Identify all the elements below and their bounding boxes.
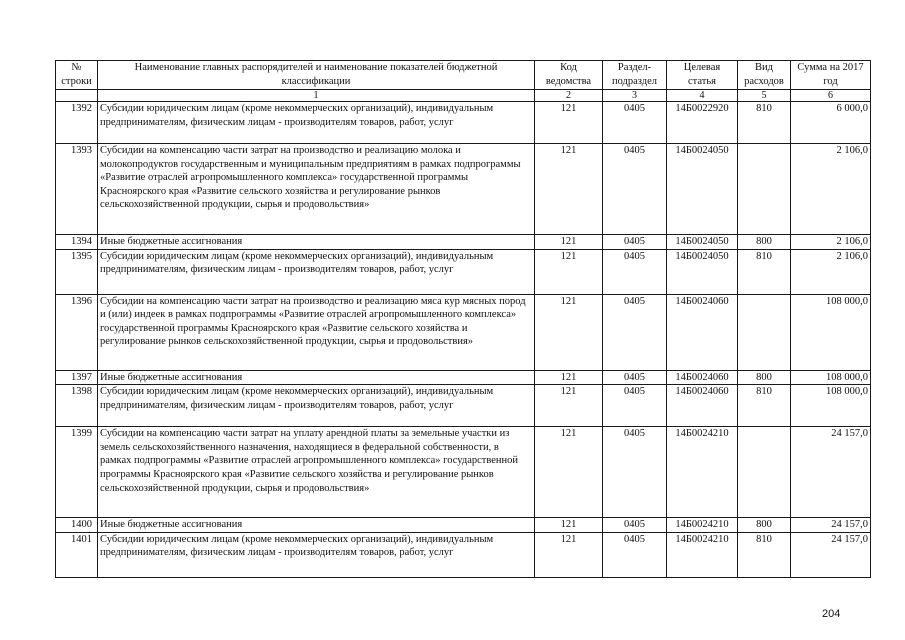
row-sum: 108 000,0 — [791, 294, 871, 370]
row-section: 0405 — [603, 249, 667, 294]
column-number: 5 — [738, 90, 791, 102]
table-row — [56, 235, 871, 250]
column-number: 4 — [667, 90, 738, 102]
row-expense-type: 800 — [738, 518, 791, 533]
row-section: 0405 — [603, 532, 667, 577]
row-name: Субсидии на компенсацию части затрат на производство и реализацию молока и молокопродуктов государственным и муниципальным предприятиям в рамках подпрограммы «Развитие отраслей агропромышленного комплекса» государственной программы Красноярского края «Развитие сельского хозяйства и регулирование рынков сельскохозяйственной продукции, сырья и продовольствия» — [98, 144, 535, 235]
row-number: 1398 — [56, 385, 98, 427]
column-number: 6 — [791, 90, 871, 102]
table-row — [56, 427, 871, 518]
header-department-code: Код ведомства — [535, 61, 603, 90]
table-row — [56, 518, 871, 533]
row-department-code: 121 — [535, 235, 603, 250]
budget-table — [55, 60, 871, 578]
column-number-row — [56, 90, 871, 102]
row-department-code: 121 — [535, 102, 603, 144]
header-name: Наименование главных распорядителей и наименование показателей бюджетной классификации — [98, 61, 535, 90]
column-number: 3 — [603, 90, 667, 102]
row-number: 1400 — [56, 518, 98, 533]
table-header-row — [56, 61, 871, 90]
row-name: Субсидии юридическим лицам (кроме некоммерческих организаций), индивидуальным предпринимателям, физическим лицам - производителям товаров, работ, услуг — [98, 249, 535, 294]
row-sum: 2 106,0 — [791, 144, 871, 235]
table-row — [56, 294, 871, 370]
row-name: Субсидии юридическим лицам (кроме некоммерческих организаций), индивидуальным предпринимателям, физическим лицам - производителям товаров, работ, услуг — [98, 102, 535, 144]
row-number: 1399 — [56, 427, 98, 518]
row-target-article: 14Б0024210 — [667, 532, 738, 577]
row-name: Иные бюджетные ассигнования — [98, 370, 535, 385]
row-target-article: 14Б0022920 — [667, 102, 738, 144]
row-section: 0405 — [603, 235, 667, 250]
row-target-article: 14Б0024210 — [667, 427, 738, 518]
column-number: 1 — [98, 90, 535, 102]
row-number: 1401 — [56, 532, 98, 577]
header-expense-type: Вид расходов — [738, 61, 791, 90]
row-section: 0405 — [603, 427, 667, 518]
row-sum: 6 000,0 — [791, 102, 871, 144]
row-section: 0405 — [603, 385, 667, 427]
row-section: 0405 — [603, 370, 667, 385]
row-expense-type — [738, 144, 791, 235]
row-sum: 2 106,0 — [791, 235, 871, 250]
row-name: Иные бюджетные ассигнования — [98, 235, 535, 250]
row-sum: 24 157,0 — [791, 532, 871, 577]
table-row — [56, 249, 871, 294]
row-expense-type: 810 — [738, 102, 791, 144]
row-target-article: 14Б0024210 — [667, 518, 738, 533]
row-expense-type — [738, 294, 791, 370]
row-department-code: 121 — [535, 294, 603, 370]
row-section: 0405 — [603, 144, 667, 235]
header-sum: Сумма на 2017 год — [791, 61, 871, 90]
table-row — [56, 102, 871, 144]
row-section: 0405 — [603, 102, 667, 144]
row-section: 0405 — [603, 518, 667, 533]
row-target-article: 14Б0024060 — [667, 370, 738, 385]
row-section: 0405 — [603, 294, 667, 370]
row-sum: 108 000,0 — [791, 370, 871, 385]
row-number: 1396 — [56, 294, 98, 370]
row-department-code: 121 — [535, 385, 603, 427]
row-target-article: 14Б0024060 — [667, 385, 738, 427]
row-name: Субсидии юридическим лицам (кроме некоммерческих организаций), индивидуальным предпринимателям, физическим лицам - производителям товаров, работ, услуг — [98, 385, 535, 427]
row-sum: 2 106,0 — [791, 249, 871, 294]
row-expense-type: 810 — [738, 532, 791, 577]
row-name: Субсидии на компенсацию части затрат на производство и реализацию мяса кур мясных пород и (или) индеек в рамках подпрограммы «Развитие отраслей агропромышленного комплекса» государственной программы Красноярского края «Развитие сельского хозяйства и регулирование рынков сельскохозяйственной продукции, сырья и продовольствия» — [98, 294, 535, 370]
header-section: Раздел-подраздел — [603, 61, 667, 90]
row-expense-type: 810 — [738, 249, 791, 294]
row-target-article: 14Б0024050 — [667, 235, 738, 250]
row-number: 1397 — [56, 370, 98, 385]
header-row-number: № строки — [56, 61, 98, 90]
table-row — [56, 370, 871, 385]
column-number: 2 — [535, 90, 603, 102]
row-expense-type: 800 — [738, 370, 791, 385]
row-number: 1395 — [56, 249, 98, 294]
row-department-code: 121 — [535, 370, 603, 385]
row-department-code: 121 — [535, 518, 603, 533]
row-sum: 24 157,0 — [791, 518, 871, 533]
row-name: Субсидии юридическим лицам (кроме некоммерческих организаций), индивидуальным предпринимателям, физическим лицам - производителям товаров, работ, услуг — [98, 532, 535, 577]
table-row — [56, 385, 871, 427]
row-expense-type: 810 — [738, 385, 791, 427]
row-name: Иные бюджетные ассигнования — [98, 518, 535, 533]
table-row — [56, 532, 871, 577]
row-sum: 24 157,0 — [791, 427, 871, 518]
row-sum: 108 000,0 — [791, 385, 871, 427]
row-department-code: 121 — [535, 427, 603, 518]
header-target-article: Целевая статья — [667, 61, 738, 90]
column-number-blank — [56, 90, 98, 102]
row-target-article: 14Б0024050 — [667, 249, 738, 294]
row-number: 1392 — [56, 102, 98, 144]
row-department-code: 121 — [535, 249, 603, 294]
table-row — [56, 144, 871, 235]
page-number: 204 — [822, 608, 841, 620]
row-department-code: 121 — [535, 532, 603, 577]
row-expense-type: 800 — [738, 235, 791, 250]
row-number: 1393 — [56, 144, 98, 235]
row-expense-type — [738, 427, 791, 518]
row-name: Субсидии на компенсацию части затрат на уплату арендной платы за земельные участки из земель сельскохозяйственного назначения, находящиеся в федеральной собственности, в рамках подпрограммы «Развитие отраслей агропромышленного комплекса» государственной программы Красноярского края «Развитие сельского хозяйства и регулирование рынков сельскохозяйственной продукции, сырья и продовольствия» — [98, 427, 535, 518]
row-number: 1394 — [56, 235, 98, 250]
row-target-article: 14Б0024050 — [667, 144, 738, 235]
row-department-code: 121 — [535, 144, 603, 235]
row-target-article: 14Б0024060 — [667, 294, 738, 370]
